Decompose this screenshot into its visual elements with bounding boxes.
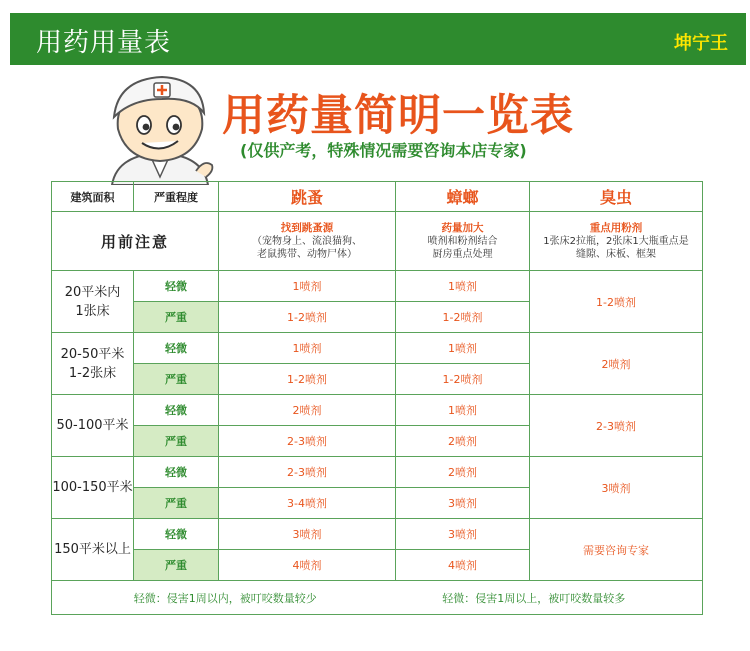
dose-cockroach: 3喷剂 bbox=[396, 519, 530, 550]
legend-row bbox=[52, 581, 703, 615]
dose-flea: 2-3喷剂 bbox=[219, 457, 396, 488]
subtitle: (仅供产考，特殊情况需要咨询本店专家) bbox=[240, 141, 527, 160]
col-header-cockroach: 蟑螂 bbox=[396, 182, 530, 212]
severity-severe: 严重 bbox=[134, 550, 219, 581]
dose-cockroach: 1-2喷剂 bbox=[396, 364, 530, 395]
header-title: 用药用量表 bbox=[36, 28, 172, 58]
area-line: 1张床 bbox=[75, 303, 110, 319]
dose-cockroach: 1-2喷剂 bbox=[396, 302, 530, 333]
precaution-bedbug bbox=[530, 212, 703, 271]
dose-bedbug: 2喷剂 bbox=[530, 333, 703, 395]
precaution-text: 喷剂和粉剂结合 bbox=[427, 236, 498, 247]
precaution-flea bbox=[219, 212, 396, 271]
precaution-cockroach bbox=[396, 212, 530, 271]
dose-flea: 3喷剂 bbox=[219, 519, 396, 550]
severity-mild: 轻微 bbox=[134, 457, 219, 488]
dosage-table bbox=[51, 181, 703, 615]
dose-flea: 1喷剂 bbox=[219, 333, 396, 364]
severity-mild: 轻微 bbox=[134, 271, 219, 302]
dose-flea: 1-2喷剂 bbox=[219, 302, 396, 333]
area-cell bbox=[52, 519, 134, 581]
area-line: 1-2张床 bbox=[68, 365, 117, 381]
precaution-title: 重点用粉剂 bbox=[589, 222, 643, 234]
precaution-title: 药量加大 bbox=[441, 222, 484, 234]
precaution-text: 1张床2拉瓶，2张床1大瓶重点是 bbox=[543, 236, 689, 247]
dose-cockroach: 1喷剂 bbox=[396, 333, 530, 364]
dose-flea: 2喷剂 bbox=[219, 395, 396, 426]
precaution-row bbox=[52, 212, 703, 271]
precaution-text: 缝隙、床板、框架 bbox=[576, 249, 656, 260]
table-row bbox=[52, 271, 703, 302]
dose-cockroach: 1喷剂 bbox=[396, 271, 530, 302]
legend-severe: 轻微：侵害1周以上，被叮咬数量较多 bbox=[442, 591, 626, 605]
main-title: 用药量简明一览表 bbox=[222, 91, 574, 141]
severity-mild: 轻微 bbox=[134, 519, 219, 550]
dose-cockroach: 4喷剂 bbox=[396, 550, 530, 581]
table-row bbox=[52, 395, 703, 426]
severity-severe: 严重 bbox=[134, 364, 219, 395]
table-row bbox=[52, 457, 703, 488]
dose-bedbug: 2-3喷剂 bbox=[530, 395, 703, 457]
severity-severe: 严重 bbox=[134, 302, 219, 333]
dose-flea: 1-2喷剂 bbox=[219, 364, 396, 395]
col-header-area: 建筑面积 bbox=[52, 182, 134, 212]
area-line: 20平米内 bbox=[64, 284, 121, 300]
legend-cell bbox=[52, 581, 703, 615]
col-header-flea: 跳蚤 bbox=[219, 182, 396, 212]
area-cell bbox=[52, 333, 134, 395]
dose-cockroach: 1喷剂 bbox=[396, 395, 530, 426]
table-row bbox=[52, 333, 703, 364]
dose-bedbug: 需要咨询专家 bbox=[530, 519, 703, 581]
col-header-severity: 严重程度 bbox=[134, 182, 219, 212]
area-cell bbox=[52, 457, 134, 519]
dose-flea: 2-3喷剂 bbox=[219, 426, 396, 457]
header-bar bbox=[10, 13, 746, 65]
dose-cockroach: 2喷剂 bbox=[396, 457, 530, 488]
dose-flea: 3-4喷剂 bbox=[219, 488, 396, 519]
col-header-bedbug: 臭虫 bbox=[530, 182, 703, 212]
dose-bedbug: 1-2喷剂 bbox=[530, 271, 703, 333]
dose-flea: 1喷剂 bbox=[219, 271, 396, 302]
severity-mild: 轻微 bbox=[134, 333, 219, 364]
dose-bedbug: 3喷剂 bbox=[530, 457, 703, 519]
doctor-illustration bbox=[104, 73, 216, 185]
severity-severe: 严重 bbox=[134, 426, 219, 457]
brand-name: 坤宁王 bbox=[674, 33, 728, 54]
table-row bbox=[52, 519, 703, 550]
area-line: 20-50平米 bbox=[60, 346, 125, 362]
precaution-title: 找到跳蚤源 bbox=[280, 222, 334, 234]
area-cell bbox=[52, 395, 134, 457]
precaution-text: （宠物身上、流浪猫狗、 bbox=[252, 236, 362, 247]
dose-flea: 4喷剂 bbox=[219, 550, 396, 581]
area-line: 150平米以上 bbox=[54, 542, 131, 557]
severity-mild: 轻微 bbox=[134, 395, 219, 426]
legend-mild: 轻微：侵害1周以内，被叮咬数量较少 bbox=[133, 591, 317, 605]
area-line: 50-100平米 bbox=[56, 418, 129, 433]
area-line: 100-150平米 bbox=[52, 480, 133, 495]
severity-severe: 严重 bbox=[134, 488, 219, 519]
area-cell bbox=[52, 271, 134, 333]
precaution-text: 老鼠携带、动物尸体） bbox=[257, 249, 357, 260]
precaution-text: 厨房重点处理 bbox=[432, 249, 493, 260]
dose-cockroach: 2喷剂 bbox=[396, 426, 530, 457]
table-header-row bbox=[52, 182, 703, 212]
precaution-label: 用前注意 bbox=[52, 212, 219, 271]
dose-cockroach: 3喷剂 bbox=[396, 488, 530, 519]
